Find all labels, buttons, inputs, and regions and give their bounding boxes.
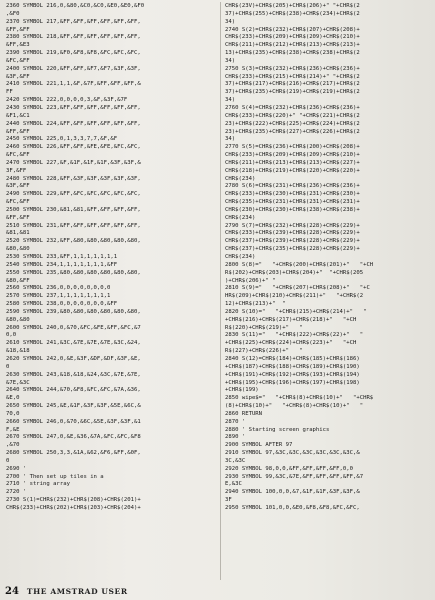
- listing-line: &3F,&FF: [6, 73, 30, 80]
- listing-line: CHR$(235)+CHR$(231)+CHR$(231)+CHR$(231)+: [225, 199, 360, 206]
- listing-line: 2870 ': [225, 418, 246, 425]
- listing-line: 23)+CHR$(235)+CHR$(227)+CHR$(226)+CHR$(2: [225, 128, 360, 135]
- listing-line: CHR$(234): [225, 175, 256, 182]
- column-divider: [220, 2, 221, 580]
- listing-line: 2950 SYMBOL 101,0,0,&E0,&F8,&F8,&FC,&FC,: [225, 505, 360, 511]
- listing-line: +CHR$(191)+CHR$(192)+CHR$(193)+CHR$(194): [225, 371, 360, 378]
- listing-line: 2780 S(6)=CHR$(231)+CHR$(236)+CHR$(236)+: [225, 183, 360, 190]
- listing-line: CHR$(237)+CHR$(239)+CHR$(228)+CHR$(229)+: [225, 238, 360, 245]
- listing-line: 2790 S(7)=CHR$(232)+CHR$(228)+CHR$(229)+: [225, 222, 360, 229]
- listing-line: 2890 ': [225, 434, 246, 441]
- listing-line: &18,&18: [6, 348, 30, 355]
- page-footer: [0, 583, 435, 600]
- magazine-title: THE AMSTRAD USER: [26, 587, 128, 596]
- listing-line: &FF,&FF: [6, 214, 30, 221]
- listing-line: CHR$(233)+CHR$(209)+CHR$(209)+CHR$(210)+: [225, 34, 360, 41]
- listing-line: CHR$(233)+CHR$(209)+CHR$(209)+CHR$(210)+: [225, 152, 360, 159]
- listing-line: CHR$(234): [225, 214, 256, 221]
- listing-line: CHR$(237)+CHR$(235)+CHR$(228)+CHR$(229)+: [225, 246, 360, 253]
- listing-line: 2760 S(4)=CHR$(232)+CHR$(236)+CHR$(236)+: [225, 104, 360, 111]
- listing-line: 2570 SYMBOL 237,1,1,1,1,1,1,1,1: [6, 293, 111, 300]
- listing-line: 2420 SYMBOL 222,0,0,0,0,3,&F,&3F,&7F: [6, 97, 128, 104]
- listing-line: 37)+CHR$(255)+CHR$(238)+CHR$(234)+CHR$(2: [225, 10, 360, 17]
- listing-line: 2430 SYMBOL 223,&FF,&FF,&FF,&FF,&FF,&FF,: [6, 104, 141, 111]
- listing-line: CHR$(233)+CHR$(239)+CHR$(228)+CHR$(229)+: [225, 230, 360, 237]
- listing-line: 37)+CHR$(217)+CHR$(216)+CHR$(217)+CHR$(2: [225, 81, 360, 88]
- listing-line: +CHR$(216)+CHR$(217)+CHR$(218)+" "+CH: [225, 316, 357, 323]
- listing-line: 2560 SYMBOL 236,0,0,0,0,0,0,0,0: [6, 285, 111, 292]
- listing-line: CHR$(218)+CHR$(219)+CHR$(220)+CHR$(220)+: [225, 167, 360, 174]
- listing-line: +CHR$(187)+CHR$(188)+CHR$(189)+CHR$(190): [225, 363, 360, 370]
- listing-line: 2740 S(2)=CHR$(232)+CHR$(207)+CHR$(208)+: [225, 26, 360, 33]
- listing-line: 34): [225, 97, 236, 104]
- listing-line: 12)+CHR$(213)+" ": [225, 301, 286, 308]
- listing-line: 2360 SYMBOL 216,0,&80,&C0,&C0,&E0,&E0,&F0: [6, 3, 145, 9]
- listing-line: 3F: [225, 497, 232, 504]
- listing-line: FF: [6, 89, 13, 96]
- listing-line: &3F,&FF: [6, 183, 30, 190]
- listing-line: 37)+CHR$(235)+CHR$(219)+CHR$(219)+CHR$(2: [225, 89, 360, 96]
- listing-line: &FC,&FF: [6, 57, 30, 64]
- listing-line: 34): [225, 136, 236, 143]
- listing-line: 2670 SYMBOL 247,0,&E,&36,&7A,&FC,&FC,&F8: [6, 434, 141, 441]
- listing-line: 2460 SYMBOL 226,&FF,&FF,&FE,&FE,&FC,&FC,: [6, 144, 141, 151]
- listing-line: CHR$(233)+CHR$(202)+CHR$(203)+CHR$(204)+: [6, 505, 141, 511]
- listing-line: +CHR$(225)+CHR$(224)+CHR$(223)+" "+CH: [225, 340, 357, 347]
- listing-line: &E,0: [6, 395, 20, 402]
- listing-line: F,&E: [6, 426, 20, 433]
- listing-line: 2880 ' Starting screen graphics: [225, 426, 330, 433]
- listing-line: 2530 SYMBOL 233,&FF,1,1,1,1,1,1,1: [6, 254, 118, 260]
- listing-line: 2910 SYMBOL 97,&3C,&3C,&3C,&3C,&3C,&3C,&: [225, 450, 360, 457]
- listing-line: 2540 SYMBOL 234,1,1,1,1,1,1,1,&FF: [6, 261, 118, 268]
- listing-line: 2450 SYMBOL 225,0,1,3,3,7,7,&F,&F: [6, 136, 118, 143]
- listing-line: R$(227)+CHR$(226)+" ": [225, 348, 303, 355]
- listing-line: 2640 SYMBOL 244,&70,&F8,&FC,&FC,&7A,&36,: [6, 387, 141, 394]
- listing-line: 34): [225, 57, 236, 64]
- listing-line: &FC,&FF: [6, 152, 30, 159]
- listing-line: CHR$(233)+CHR$(215)+CHR$(214)+" "+CHR$(2: [225, 73, 360, 80]
- listing-line: 2600 SYMBOL 240,0,&70,&FC,&FE,&FF,&FC,&7: [6, 324, 141, 331]
- listing-line: 2520 SYMBOL 232,&FF,&80,&80,&80,&80,&80,: [6, 238, 141, 245]
- listing-line: 3F,&FF: [6, 167, 27, 174]
- listing-line: 0: [6, 457, 10, 464]
- listing-line: 2860 RETURN: [225, 410, 263, 417]
- listing-line: CHR$(233)+CHR$(230)+CHR$(231)+CHR$(230)+: [225, 191, 360, 198]
- listing-line: CHR$(234): [225, 254, 256, 260]
- listing-line: 2400 SYMBOL 220,&FF,&FF,&F7,&F7,&3F,&3F,: [6, 65, 141, 72]
- listing-line: &7E,&3C: [6, 379, 30, 386]
- listing-line: &FF,&E3: [6, 42, 30, 49]
- listing-line: 2650 SYMBOL 245,&E,&1F,&3F,&3F,&5E,&6C,&: [6, 403, 141, 410]
- listing-line: &F1,&C1: [6, 112, 30, 119]
- listing-column-right: [225, 3, 431, 513]
- listing-line: 2610 SYMBOL 241,&3C,&7E,&7E,&7E,&3C,&24,: [6, 340, 141, 347]
- listing-line: 2710 ' string array: [6, 481, 70, 488]
- listing-line: 2630 SYMBOL 243,&18,&18,&24,&3C,&7E,&7E,: [6, 371, 141, 378]
- listing-line: 3C,&3C: [225, 457, 246, 464]
- listing-line: &80,&80: [6, 246, 30, 253]
- listing-line: 2700 ' Then set up tiles in a: [6, 473, 104, 480]
- listing-line: 34): [225, 18, 236, 25]
- listing-line: 2370 SYMBOL 217,&FF,&FF,&FF,&FF,&FF,&FF,: [6, 18, 141, 25]
- listing-line: 2930 SYMBOL 99,&3C,&7E,&FF,&FF,&FF,&FF,&7: [225, 473, 364, 480]
- listing-line: 2500 SYMBOL 230,&81,&81,&FF,&FF,&FF,&FF,: [6, 206, 141, 213]
- listing-line: (8)+CHR$(10)+" "+CHR$(8)+CHR$(10)+" ": [225, 403, 364, 410]
- listing-line: CHR$(211)+CHR$(213)+CHR$(213)+CHR$(227)+: [225, 159, 360, 166]
- listing-line: 2550 SYMBOL 235,&80,&80,&80,&80,&80,&80,: [6, 269, 141, 276]
- listing-line: 2490 SYMBOL 229,&FF,&FC,&FC,&FC,&FC,&FC,: [6, 191, 141, 198]
- listing-line: &FF,&FF: [6, 26, 30, 33]
- listing-line: ,&70: [6, 442, 20, 449]
- listing-line: 2410 SYMBOL 221,1,1,&F,&7F,&FF,&FF,&FF,&: [6, 81, 141, 88]
- listing-line: 2680 SYMBOL 250,3,3,&1A,&62,&F6,&FF,&0F,: [6, 450, 141, 457]
- listing-line: 2470 SYMBOL 227,&F,&1F,&1F,&1F,&3F,&3F,&: [6, 159, 141, 166]
- listing-line: 23)+CHR$(222)+CHR$(225)+CHR$(224)+CHR$(2: [225, 120, 360, 127]
- listing-line: HR$(209)+CHR$(210)+CHR$(211)+" "+CHR$(2: [225, 293, 364, 300]
- listing-line: &FC,&FF: [6, 199, 30, 206]
- listing-line: 2590 SYMBOL 239,&80,&80,&80,&80,&80,&80,: [6, 308, 141, 315]
- listing-line: +CHR$(199): [225, 387, 259, 394]
- listing-line: 2830 S(11)=" "+CHR$(222)+CHR$(22)+" ": [225, 332, 364, 339]
- listing-line: 2810 S(9)=" "+CHR$(207)+CHR$(208)+" "+C: [225, 285, 370, 292]
- listing-line: ,&F0: [6, 10, 20, 17]
- listing-line: 2480 SYMBOL 228,&FF,&3F,&3F,&3F,&3F,&3F,: [6, 175, 141, 182]
- listing-line: 2510 SYMBOL 231,&FF,&FF,&FF,&FF,&FF,&FF,: [6, 222, 141, 229]
- listing-line: R$(220)+CHR$(219)+" ": [225, 324, 303, 331]
- listing-line: E,&3C: [225, 481, 242, 488]
- listing-line: )+CHR$(206)+" ": [225, 277, 276, 284]
- listing-line: CHR$(211)+CHR$(212)+CHR$(213)+CHR$(213)+: [225, 42, 360, 49]
- listing-line: &FF,&FF: [6, 128, 30, 135]
- listing-line: 2580 SYMBOL 238,0,0,0,0,0,0,0,&FF: [6, 301, 118, 308]
- listing-line: 0,0: [6, 332, 17, 339]
- listing-line: CHR$(230)+CHR$(230)+CHR$(238)+CHR$(238)+: [225, 206, 360, 213]
- listing-line: 0: [6, 363, 10, 370]
- listing-line: 70,0: [6, 410, 20, 417]
- listing-line: 2920 SYMBOL 98,0,0,&FF,&FF,&FF,&FF,0,0: [225, 465, 353, 472]
- listing-line: 2380 SYMBOL 218,&FF,&FF,&FF,&FF,&FF,&FF,: [6, 34, 141, 41]
- listing-line: 2440 SYMBOL 224,&FF,&FF,&FF,&FF,&FF,&FF,: [6, 120, 141, 127]
- listing-line: 2770 S(5)=CHR$(236)+CHR$(200)+CHR$(208)+: [225, 144, 360, 151]
- listing-line: &81,&81: [6, 230, 30, 237]
- listing-line: 2690 ': [6, 465, 27, 472]
- listing-line: 2900 SYMBOL AFTER 97: [225, 442, 293, 449]
- listing-line: 2840 S(12)=CHR$(184)+CHR$(185)+CHR$(186): [225, 355, 360, 362]
- listing-line: 2820 S(10)=" "+CHR$(215)+CHR$(214)+" ": [225, 308, 367, 315]
- listing-line: &80,&80: [6, 316, 30, 323]
- listing-line: R$(202)+CHR$(203)+CHR$(204)+" "+CHR$(205: [225, 269, 364, 276]
- listing-column-left: [6, 3, 216, 513]
- listing-line: 2940 SYMBOL 100,0,0,&7,&1F,&1F,&3F,&3F,&: [225, 489, 360, 496]
- listing-line: 13)+CHR$(235)+CHR$(238)+CHR$(238)+CHR$(2: [225, 50, 360, 57]
- listing-line: 2850 wipe$=" "+CHR$(8)+CHR$(10)+" "+CHR$: [225, 395, 374, 402]
- listing-line: 2720 ': [6, 489, 27, 496]
- listing-line: CHR$(23V)+CHR$(205)+CHR$(206)+" "+CHR$(2: [225, 3, 360, 9]
- listing-line: &80,&FF: [6, 277, 30, 284]
- listing-line: +CHR$(195)+CHR$(196)+CHR$(197)+CHR$(198): [225, 379, 360, 386]
- listing-line: 2620 SYMBOL 242,0,&E,&3F,&DF,&DF,&3F,&E,: [6, 355, 141, 362]
- listing-line: CHR$(233)+CHR$(220)+" "+CHR$(221)+CHR$(2: [225, 112, 360, 119]
- listing-line: 2750 S(3)=CHR$(232)+CHR$(236)+CHR$(236)+: [225, 65, 360, 72]
- listing-line: 2660 SYMBOL 246,0,&70,&6C,&5E,&3F,&3F,&1: [6, 418, 141, 425]
- page-number: 24: [5, 586, 19, 597]
- listing-line: 2390 SYMBOL 219,&F0,&F8,&F8,&FC,&FC,&FC,: [6, 50, 141, 57]
- listing-line: 2800 S(8)=" "+CHR$(200)+CHR$(201)+" "+CH: [225, 261, 374, 268]
- listing-line: 2730 S(1)=CHR$(232)+CHR$(208)+CHR$(201)+: [6, 497, 141, 504]
